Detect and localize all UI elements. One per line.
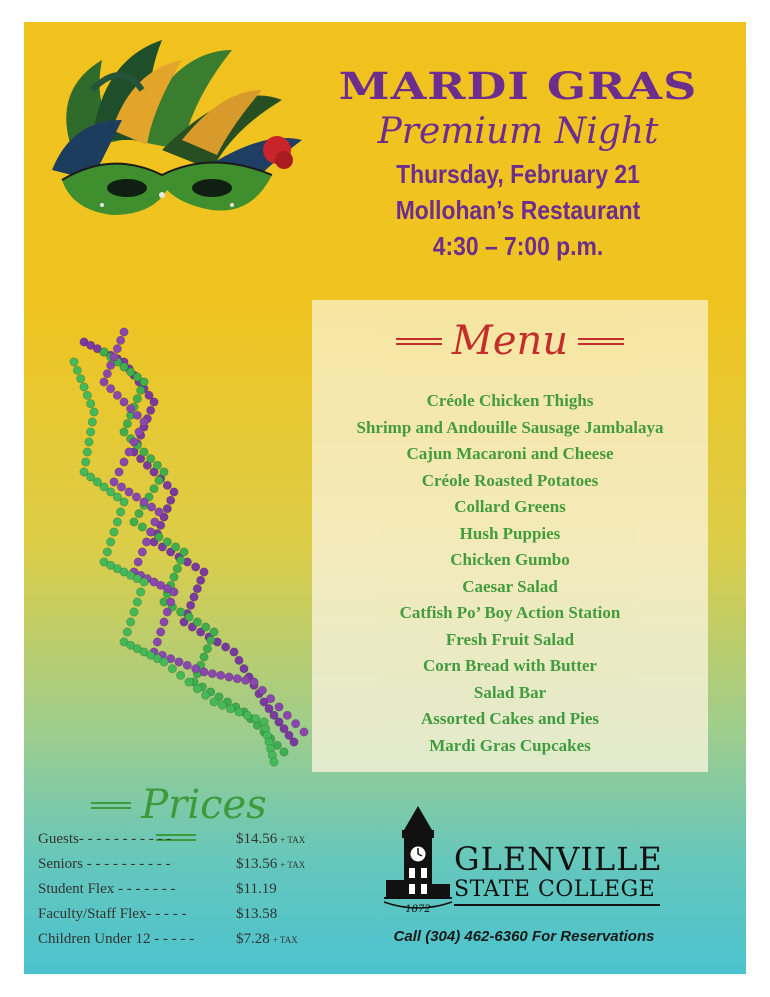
bead xyxy=(200,653,208,661)
menu-item: Créole Roasted Potatoes xyxy=(421,470,599,490)
bead xyxy=(175,658,183,666)
bead xyxy=(140,578,148,586)
bead xyxy=(125,488,133,496)
bead xyxy=(132,493,140,501)
bead xyxy=(130,438,138,446)
event-title: MARDI GRAS xyxy=(338,63,698,109)
menu-item: Collard Greens xyxy=(454,497,566,516)
bead xyxy=(176,556,184,564)
bead xyxy=(176,608,184,616)
bead xyxy=(240,664,248,672)
menu-item: Corn Bread with Butter xyxy=(423,656,597,675)
reservations-text: Call (304) 462-6360 For Reservations xyxy=(393,928,655,945)
bead xyxy=(221,643,229,651)
bead xyxy=(134,558,142,566)
price-row xyxy=(38,903,338,928)
bead xyxy=(83,391,91,399)
bead xyxy=(218,701,226,709)
bead xyxy=(166,598,174,606)
bead xyxy=(173,564,181,572)
bead xyxy=(206,636,214,644)
bead xyxy=(116,336,124,344)
price-label: Student Flex - - - - - - - xyxy=(38,881,176,897)
bead xyxy=(190,593,198,601)
price-row xyxy=(38,928,338,953)
bead xyxy=(120,328,128,336)
bead xyxy=(138,548,146,556)
price-amount-wrap xyxy=(236,931,298,948)
bead xyxy=(241,676,249,684)
bead xyxy=(120,498,128,506)
bead xyxy=(151,518,159,526)
menu-item: Créole Chicken Thighs xyxy=(426,391,594,410)
menu-item: Caesar Salad xyxy=(462,576,558,596)
bead xyxy=(70,358,78,366)
bead xyxy=(133,598,141,606)
bead xyxy=(110,353,118,361)
bead xyxy=(193,618,201,626)
college-name-line1: GLENVILLE xyxy=(454,840,663,878)
event-subtitle: Premium Night xyxy=(377,111,659,152)
bead xyxy=(88,418,96,426)
bead xyxy=(117,483,125,491)
price-row xyxy=(38,828,338,853)
college-name-line2: STATE COLLEGE xyxy=(454,877,656,902)
bead xyxy=(210,698,218,706)
bead xyxy=(103,369,111,377)
prices-heading-rule-left xyxy=(91,802,131,809)
bead xyxy=(113,344,121,352)
bead xyxy=(86,399,94,407)
bead xyxy=(170,573,178,581)
menu-panel xyxy=(312,300,708,772)
bead xyxy=(126,618,134,626)
price-label: Seniors - - - - - - - - - - xyxy=(38,856,171,872)
bead xyxy=(140,448,148,456)
bead xyxy=(106,384,114,392)
bead xyxy=(100,378,108,386)
menu-heading-text: Menu xyxy=(451,318,569,364)
bead xyxy=(163,538,171,546)
bead xyxy=(258,686,266,694)
menu-list xyxy=(312,388,708,759)
bead xyxy=(86,428,94,436)
bead xyxy=(110,528,118,536)
bead xyxy=(140,418,148,426)
bead xyxy=(170,488,178,496)
bead xyxy=(160,618,168,626)
price-amount-wrap xyxy=(236,831,305,848)
bead xyxy=(142,538,150,546)
bead xyxy=(201,691,209,699)
bead xyxy=(140,498,148,506)
price-list xyxy=(38,828,338,953)
bead xyxy=(136,588,144,596)
bead xyxy=(83,448,91,456)
bead xyxy=(170,588,178,596)
bead xyxy=(216,671,224,679)
bead xyxy=(120,458,128,466)
menu-item: Cajun Macaroni and Cheese xyxy=(406,444,614,463)
bead xyxy=(155,476,163,484)
bead xyxy=(243,711,251,719)
bead xyxy=(150,484,158,492)
bead xyxy=(120,428,128,436)
bead xyxy=(135,509,143,517)
price-amount: $13.58 xyxy=(236,906,278,922)
bead xyxy=(85,438,93,446)
menu-item: Catfish Po’ Boy Action Station xyxy=(399,603,621,622)
bead xyxy=(106,538,114,546)
bead xyxy=(275,703,283,711)
bead xyxy=(283,711,291,719)
price-amount-wrap xyxy=(236,856,305,873)
price-amount-wrap xyxy=(236,906,280,923)
bead xyxy=(160,468,168,476)
flyer xyxy=(24,22,746,974)
bead xyxy=(138,523,146,531)
bead xyxy=(135,428,143,436)
bead-necklaces-image xyxy=(64,322,324,782)
bead xyxy=(203,644,211,652)
menu-heading-rule-left xyxy=(396,338,442,345)
bead xyxy=(163,608,171,616)
price-amount: $14.56 xyxy=(236,831,278,847)
price-amount: $11.19 xyxy=(236,881,277,897)
bead xyxy=(185,678,193,686)
bead xyxy=(76,374,84,382)
price-tax-note: + TAX xyxy=(280,835,306,845)
logo-year: 1872 xyxy=(405,904,431,915)
bead xyxy=(163,504,171,512)
bead xyxy=(160,658,168,666)
menu-item: Fresh Fruit Salad xyxy=(445,629,575,649)
bead xyxy=(155,533,163,541)
event-venue: Mollohan’s Restaurant xyxy=(395,195,641,225)
menu-heading xyxy=(312,318,708,364)
bead xyxy=(80,383,88,391)
bead xyxy=(266,694,274,702)
bead xyxy=(251,714,259,722)
college-name xyxy=(454,840,663,906)
bead xyxy=(208,669,216,677)
bead xyxy=(191,664,199,672)
bead xyxy=(147,503,155,511)
bead xyxy=(130,518,138,526)
bead xyxy=(166,496,174,504)
menu-item: Salad Bar xyxy=(473,682,547,702)
bead xyxy=(155,508,163,516)
bead xyxy=(153,638,161,646)
bead xyxy=(200,668,208,676)
bead xyxy=(200,568,208,576)
menu-item: Hush Puppies xyxy=(459,523,561,543)
bead xyxy=(176,671,184,679)
bead xyxy=(201,623,209,631)
price-tax-note: + TAX xyxy=(272,935,298,945)
price-amount: $13.56 xyxy=(236,856,278,872)
bead xyxy=(113,391,121,399)
bead xyxy=(233,674,241,682)
bead xyxy=(226,704,234,712)
bead xyxy=(103,548,111,556)
menu-item: Assorted Cakes and Pies xyxy=(420,709,600,728)
bead xyxy=(146,454,154,462)
menu-item: Shrimp and Andouille Sausage Jambalaya xyxy=(356,417,664,437)
price-label: Guests- - - - - - - - - - - xyxy=(38,831,172,847)
bead xyxy=(156,628,164,636)
menu-item: Mardi Gras Cupcakes xyxy=(429,735,591,755)
bead xyxy=(110,478,118,486)
bead xyxy=(126,404,134,412)
bead xyxy=(300,728,308,736)
bead xyxy=(81,458,89,466)
bead xyxy=(136,386,144,394)
bead xyxy=(125,448,133,456)
bead xyxy=(280,748,288,756)
price-amount: $7.28 xyxy=(236,931,270,947)
event-header xyxy=(290,58,746,264)
mardi-gras-mask-image xyxy=(32,30,312,250)
bead xyxy=(186,601,194,609)
price-label: Faculty/Staff Flex- - - - - xyxy=(38,906,187,922)
bead xyxy=(185,613,193,621)
menu-heading-rule-right xyxy=(578,338,624,345)
event-time: 4:30 – 7:00 p.m. xyxy=(432,231,604,261)
price-row xyxy=(38,853,338,878)
price-tax-note: + TAX xyxy=(280,860,306,870)
bead xyxy=(193,684,201,692)
bead xyxy=(250,678,258,686)
bead xyxy=(140,378,148,386)
bead xyxy=(133,394,141,402)
bead xyxy=(168,664,176,672)
prices-heading-text: Prices xyxy=(141,782,267,828)
bead xyxy=(191,563,199,571)
bead xyxy=(115,468,123,476)
bead xyxy=(193,584,201,592)
bead xyxy=(130,608,138,616)
bead xyxy=(153,461,161,469)
bead xyxy=(150,398,158,406)
bead xyxy=(171,543,179,551)
bead xyxy=(73,366,81,374)
bead xyxy=(106,361,114,369)
bead xyxy=(225,673,233,681)
clock-tower-logo-icon xyxy=(382,804,454,916)
price-row xyxy=(38,878,338,903)
bead xyxy=(123,628,131,636)
bead xyxy=(146,528,154,536)
bead xyxy=(113,518,121,526)
bead xyxy=(196,576,204,584)
bead xyxy=(163,481,171,489)
bead xyxy=(116,508,124,516)
bead xyxy=(180,548,188,556)
bead xyxy=(90,408,98,416)
price-amount-wrap xyxy=(236,881,280,898)
bead xyxy=(123,419,131,427)
bead xyxy=(230,648,238,656)
menu-item: Chicken Gumbo xyxy=(450,550,570,569)
bead xyxy=(146,406,154,414)
bead xyxy=(120,398,128,406)
bead xyxy=(183,661,191,669)
price-label: Children Under 12 - - - - - xyxy=(38,931,195,947)
bead xyxy=(235,656,243,664)
bead xyxy=(133,411,141,419)
bead xyxy=(291,719,299,727)
bead xyxy=(210,628,218,636)
bead xyxy=(235,708,243,716)
bead xyxy=(290,738,298,746)
event-date: Thursday, February 21 xyxy=(396,159,640,189)
bead xyxy=(270,758,278,766)
